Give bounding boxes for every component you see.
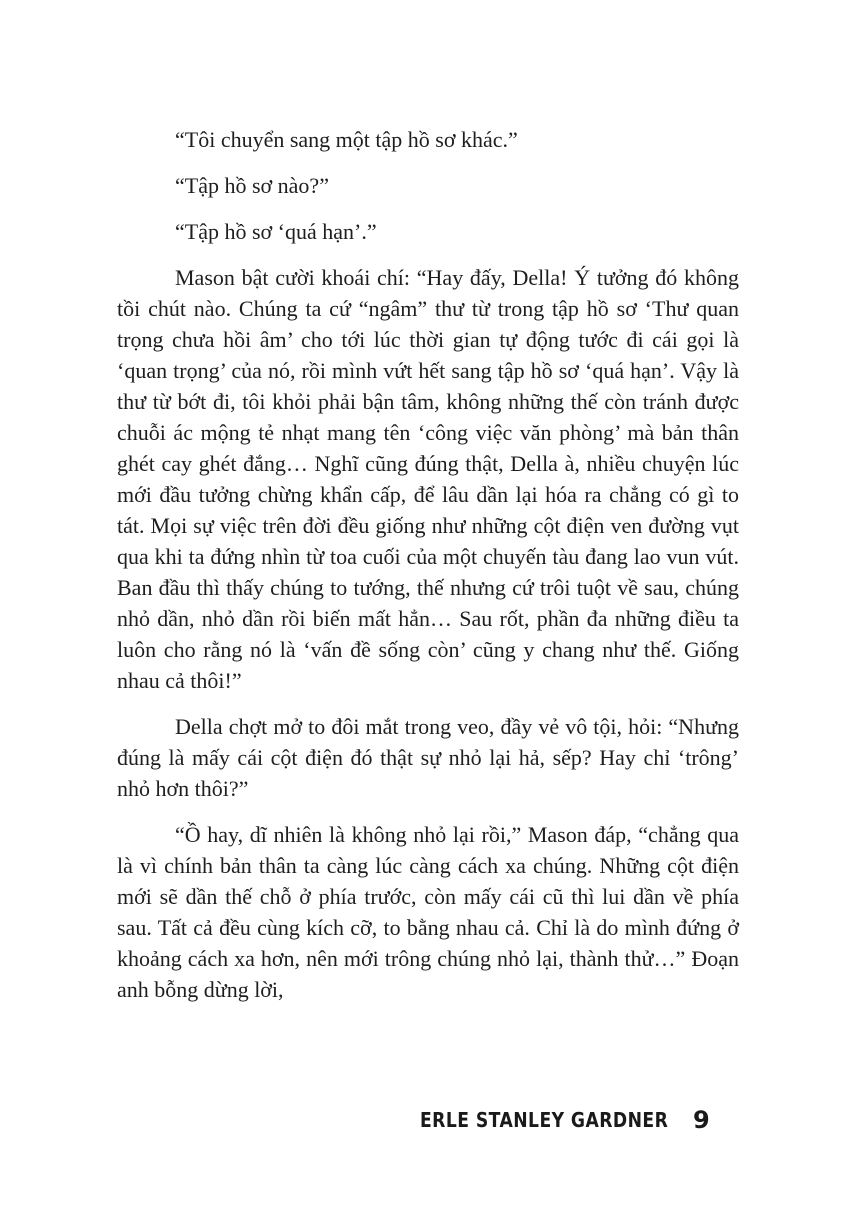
paragraph-4: Mason bật cười khoái chí: “Hay đấy, Della! Ý tưởng đó không tồi chút nào. Chúng ta cứ “ngâm” thư từ trong tập hồ sơ ‘Thư quan trọng chưa hồi âm’ cho tới lúc thời gian tự động tước đi cái gọi là ‘quan trọng’ của nó, rồi mình vứt hết sang tập hồ sơ ‘quá hạn’. Vậy là thư từ bớt đi, tôi khỏi phải bận tâm, không những thế còn tránh được chuỗi ác mộng tẻ nhạt mang tên ‘công việc văn phòng’ mà bản thân ghét cay ghét đắng… Nghĩ cũng đúng thật, Della à, nhiều chuyện lúc mới đầu tưởng chừng khẩn cấp, để lâu dần lại hóa ra chẳng có gì to tát. Mọi sự việc trên đời đều giống như những cột điện ven đường vụt qua khi ta đứng nhìn từ toa cuối của một chuyến tàu đang lao vun vút. Ban đầu thì thấy chúng to tướng, thế nhưng cứ trôi tuột về sau, chúng nhỏ dần, nhỏ dần rồi biến mất hẳn… Sau rốt, phần đa những điều ta luôn cho rằng nó là ‘vấn đề sống còn’ cũng y chang như thế. Giống nhau cả thôi!” [117,265,739,693]
paragraph-3: “Tập hồ sơ ‘quá hạn’.” [175,219,377,244]
paragraph-2: “Tập hồ sơ nào?” [175,173,329,198]
page-number: 9 [693,1106,710,1134]
paragraph-1: “Tôi chuyển sang một tập hồ sơ khác.” [175,127,518,152]
paragraph-5: Della chợt mở to đôi mắt trong veo, đầy vẻ vô tội, hỏi: “Nhưng đúng là mấy cái cột điện đó thật sự nhỏ lại hả, sếp? Hay chỉ ‘trông’ nhỏ hơn thôi?” [117,714,739,801]
author-name: ERLE STANLEY GARDNER [420,1108,669,1132]
paragraph-6: “Ồ hay, dĩ nhiên là không nhỏ lại rồi,” Mason đáp, “chẳng qua là vì chính bản thân ta càng lúc càng cách xa chúng. Những cột điện mới sẽ dần thế chỗ ở phía trước, còn mấy cái cũ thì lui dần về phía sau. Tất cả đều cùng kích cỡ, to bằng nhau cả. Chỉ là do mình đứng ở khoảng cách xa hơn, nên mới trông chúng nhỏ lại, thành thử…” Đoạn anh bỗng dừng lời, [117,822,739,1002]
body-text [117,124,739,1020]
page-footer [420,1108,720,1148]
